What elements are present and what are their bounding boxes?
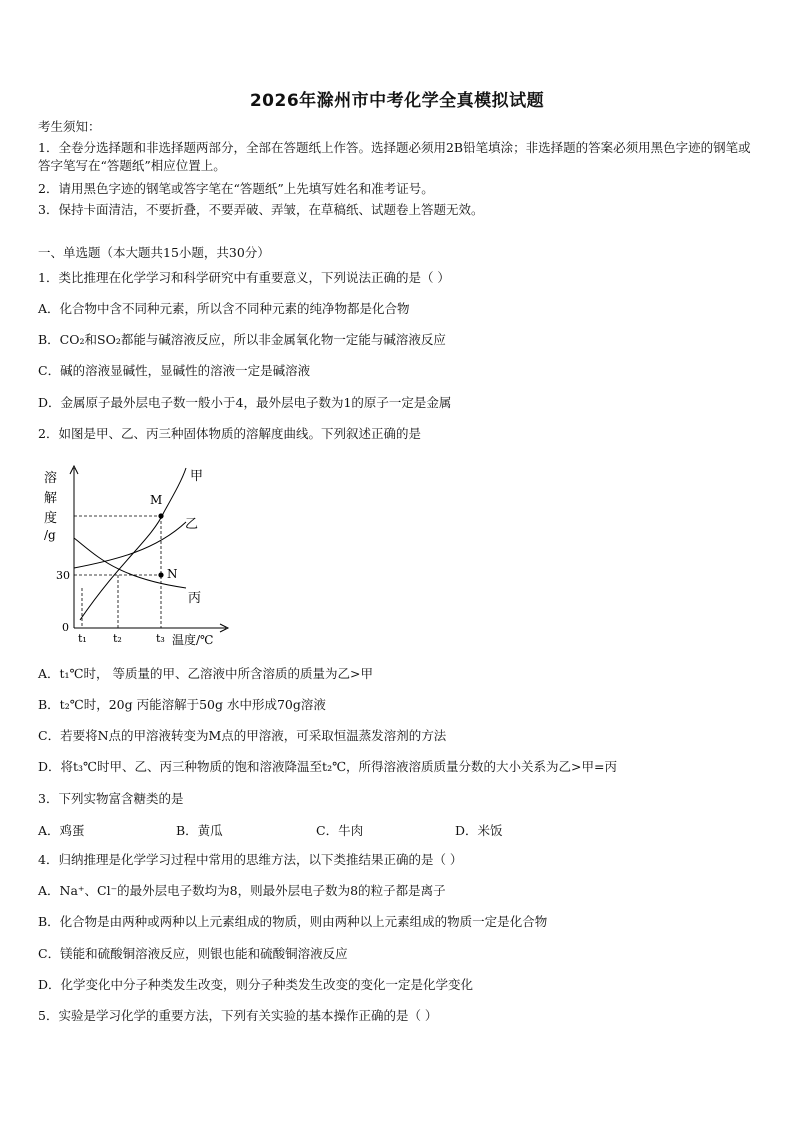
y-axis-label: 溶 xyxy=(44,471,58,486)
series-label-jia: 甲 xyxy=(190,469,204,484)
chart-axes xyxy=(70,466,228,632)
q2-option-a: A．t₁℃时， 等质量的甲、乙溶液中所含溶质的质量为乙>甲 xyxy=(38,666,373,681)
point-label-n: N xyxy=(167,567,178,581)
q4-option-d: D．化学变化中分子种类发生改变，则分子种类发生改变的变化一定是化学变化 xyxy=(38,977,474,992)
q5-stem: 5．实验是学习化学的重要方法，下列有关实验的基本操作正确的是（ ） xyxy=(38,1008,438,1023)
q4-option-c: C．镁能和硫酸铜溶液反应，则银也能和硫酸铜溶液反应 xyxy=(38,946,348,961)
q1-option-c: C．碱的溶液显碱性，显碱性的溶液一定是碱溶液 xyxy=(38,363,311,378)
notice-item-2: 2．请用黑色字迹的钢笔或答字笔在“答题纸”上先填写姓名和准考证号。 xyxy=(38,181,434,196)
page-title: 2026年滁州市中考化学全真模拟试题 xyxy=(249,91,545,111)
section-heading: 一、单选题（本大题共15小题，共30分） xyxy=(38,245,270,260)
point-label-m: M xyxy=(150,493,163,507)
curve-jia xyxy=(80,468,186,620)
q2-option-c: C．若要将N点的甲溶液转变为M点的甲溶液，可采取恒温蒸发溶剂的方法 xyxy=(38,728,447,743)
series-label-bing: 丙 xyxy=(188,591,202,606)
curve-yi xyxy=(74,522,186,568)
notice-item-3: 3．保持卡面清洁，不要折叠，不要弄破、弄皱，在草稿纸、试题卷上答题无效。 xyxy=(38,202,484,217)
x-axis-label: 温度/℃ xyxy=(172,633,214,647)
notice-heading: 考生须知： xyxy=(38,119,101,134)
q3-stem: 3．下列实物富含糖类的是 xyxy=(38,791,184,806)
q1-stem: 1．类比推理在化学学习和科学研究中有重要意义，下列说法正确的是（ ） xyxy=(38,270,450,285)
q3-option-b: B．黄瓜 xyxy=(176,823,223,838)
q3-option-a: A．鸡蛋 xyxy=(38,823,85,838)
x-tick-t3: t₃ xyxy=(156,632,165,645)
q4-option-a: A．Na⁺、Cl⁻的最外层电子数均为8，则最外层电子数为8的粒子都是离子 xyxy=(38,883,446,898)
y-axis-label-4: /g xyxy=(44,528,56,542)
y-tick-30: 30 xyxy=(56,569,70,582)
q1-option-a: A．化合物中含不同种元素，所以含不同种元素的纯净物都是化合物 xyxy=(38,301,410,316)
q1-option-d: D．金属原子最外层电子数一般小于4，最外层电子数为1的原子一定是金属 xyxy=(38,395,452,410)
y-axis-label-3: 度 xyxy=(44,511,58,526)
point-n xyxy=(158,572,163,577)
q4-option-b: B．化合物是由两种或两种以上元素组成的物质，则由两种以上元素组成的物质一定是化合物 xyxy=(38,914,548,929)
point-m xyxy=(158,513,163,518)
origin-label: 0 xyxy=(62,621,69,634)
q2-option-d: D．将t₃℃时甲、乙、丙三种物质的饱和溶液降温至t₂℃，所得溶液溶质质量分数的大小关系为乙>甲=丙 xyxy=(38,759,618,774)
y-axis-label-2: 解 xyxy=(44,491,58,506)
q2-stem: 2．如图是甲、乙、丙三种固体物质的溶解度曲线。下列叙述正确的是 xyxy=(38,426,421,441)
solubility-chart xyxy=(36,460,236,650)
q3-option-d: D．米饭 xyxy=(455,823,503,838)
x-tick-t1: t₁ xyxy=(78,632,87,645)
q2-option-b: B．t₂℃时，20g 丙能溶解于50g 水中形成70g溶液 xyxy=(38,697,326,712)
series-label-yi: 乙 xyxy=(185,517,199,532)
q1-option-b: B．CO₂和SO₂都能与碱溶液反应，所以非金属氧化物一定能与碱溶液反应 xyxy=(38,332,446,347)
q3-option-c: C．牛肉 xyxy=(316,823,364,838)
q4-stem: 4．归纳推理是化学学习过程中常用的思维方法，以下类推结果正确的是（ ） xyxy=(38,852,463,867)
notice-item-1: 1．全卷分选择题和非选择题两部分，全部在答题纸上作答。选择题必须用2B铅笔填涂；非选择题的答案必须用黑色字迹的钢笔或答字笔写在“答题纸”相应位置上。 xyxy=(38,140,751,173)
x-tick-t2: t₂ xyxy=(113,632,122,645)
